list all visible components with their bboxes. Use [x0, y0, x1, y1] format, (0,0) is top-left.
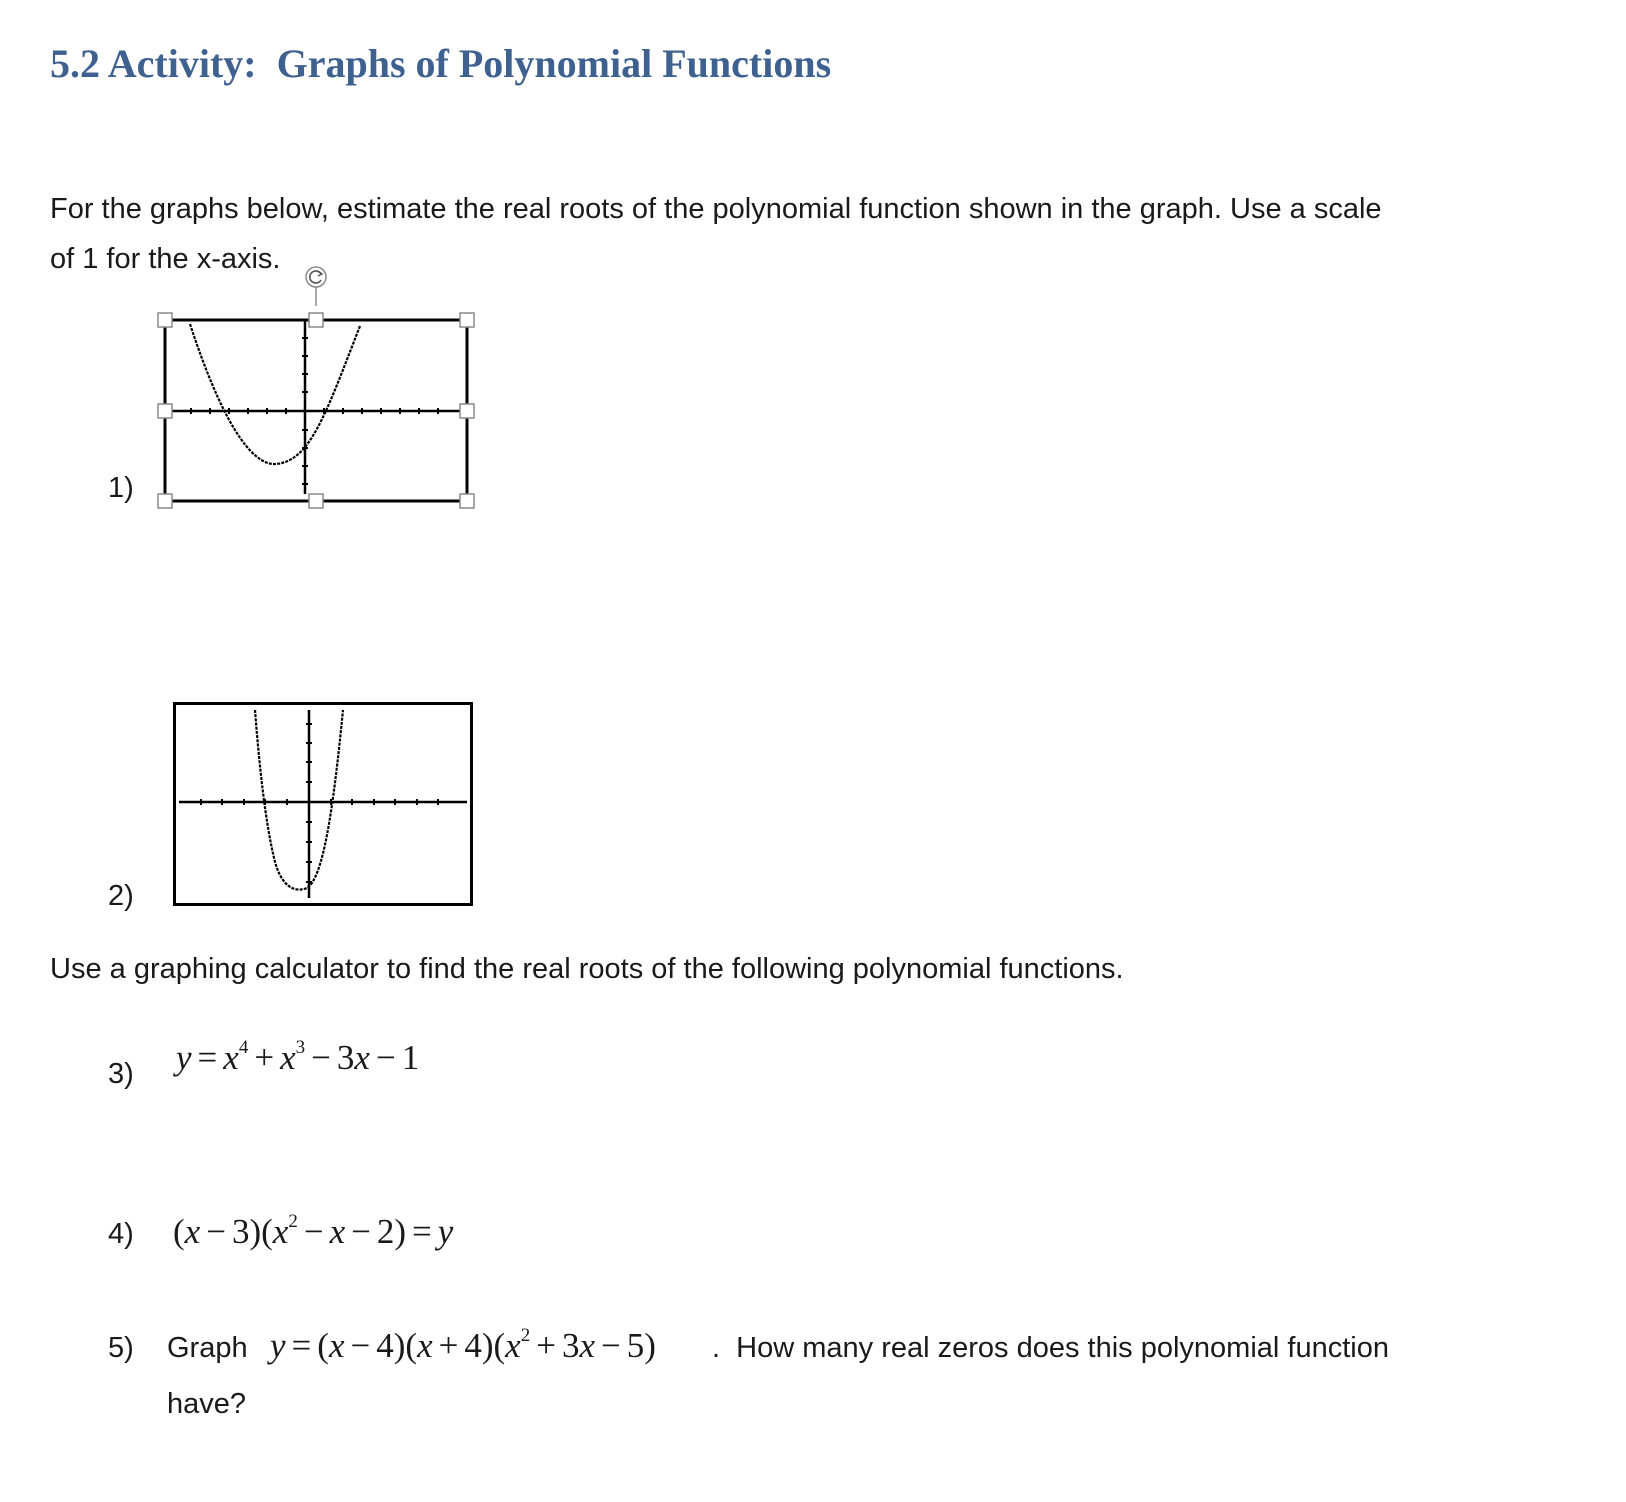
problem-2-number: 2): [108, 880, 134, 912]
problem-5-text-line-2: have?: [167, 1388, 247, 1420]
instructions-line-2: of 1 for the x-axis.: [50, 243, 281, 275]
problem-5-text-after: . How many real zeros does this polynomial function: [712, 1332, 1389, 1364]
problem-3-number: 3): [108, 1058, 134, 1090]
problem-5-text-before: Graph: [167, 1332, 248, 1364]
rotate-handle-icon[interactable]: [306, 267, 326, 287]
problem-4-number: 4): [108, 1218, 134, 1250]
instructions-line-1: For the graphs below, estimate the real roots of the polynomial function shown in the graph. Use a scale: [50, 193, 1382, 225]
problem-4-equation: $(x - 3)(x^2 - x - 2) = y$: [173, 1211, 454, 1251]
problem-1-number: 1): [108, 472, 134, 504]
graph-1-image[interactable]: [150, 256, 470, 516]
problem-3-equation: $y = x^4 + x^3 - 3x - 1$: [176, 1037, 420, 1077]
page-title: 5.2 Activity: Graphs of Polynomial Functions: [50, 41, 832, 86]
graph-2-image[interactable]: [173, 702, 473, 908]
problem-5-equation: $y = (x - 4)(x + 4)(x^2 + 3x - 5)$: [270, 1325, 656, 1365]
problem-5-number: 5): [108, 1332, 134, 1364]
calculator-instructions: Use a graphing calculator to find the real roots of the following polynomial functions.: [50, 953, 1124, 985]
